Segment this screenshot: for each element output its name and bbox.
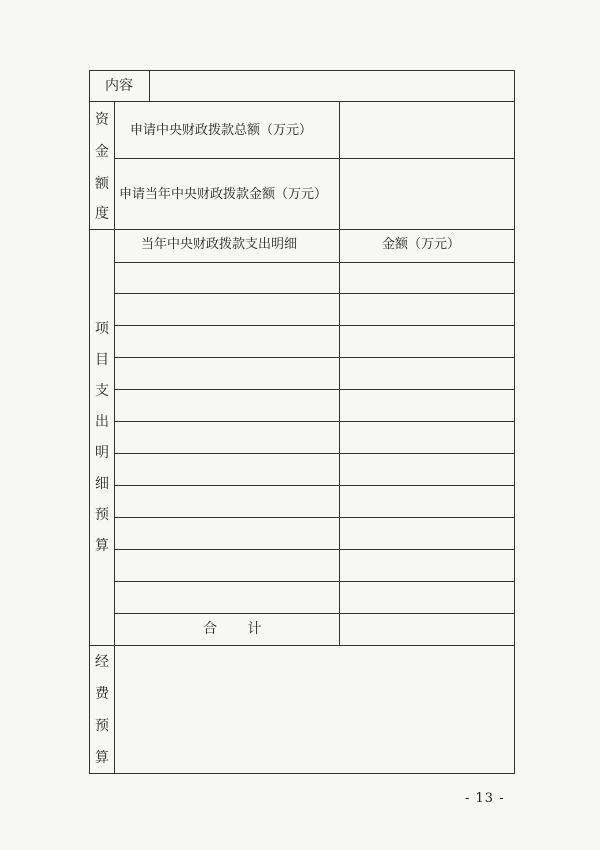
row-rule-detail: [114, 453, 515, 454]
current-year-appropriation-input[interactable]: [340, 159, 514, 229]
detail-section-char: 明: [95, 445, 109, 461]
detail-section-char: 出: [95, 414, 109, 430]
amount-column-header: 金额（万元）: [382, 237, 461, 252]
detail-section-char: 支: [95, 383, 109, 399]
content-input[interactable]: [150, 71, 514, 101]
total-appropriation-label: 申请中央财政拨款总额（万元）: [130, 123, 313, 138]
funds-section-char: 金: [95, 144, 109, 160]
content-label: 内容: [105, 78, 133, 94]
row-rule-detail: [114, 581, 515, 582]
col-rule-label: [114, 101, 115, 645]
row-rule-detail: [114, 549, 515, 550]
row-rule-detail-head: [114, 262, 515, 263]
funds-section-char: 度: [95, 206, 109, 222]
row-rule-detail: [114, 389, 515, 390]
current-year-appropriation-label: 申请当年中央财政拨款金额（万元）: [119, 187, 328, 202]
funds-section-char: 额: [95, 176, 109, 192]
detail-section-char: 目: [95, 352, 109, 368]
row-rule-detail: [114, 325, 515, 326]
row-rule-detail: [114, 357, 515, 358]
row-rule-detail: [114, 485, 515, 486]
detail-column-header: 当年中央财政拨款支出明细: [141, 237, 298, 252]
row-rule-detail: [114, 293, 515, 294]
detail-section-char: 细: [95, 476, 109, 492]
budget-section-char: 经: [95, 654, 109, 670]
row-rule-detail: [114, 421, 515, 422]
budget-section-char: 预: [95, 718, 109, 734]
row-rule-detail: [114, 517, 515, 518]
budget-section-char: 算: [95, 750, 109, 766]
budget-section-char: 费: [95, 686, 109, 702]
page-number: - 13 -: [465, 791, 505, 806]
total-row-label: 合 计: [203, 621, 262, 637]
detail-section-char: 算: [95, 538, 109, 554]
detail-section-char: 项: [95, 321, 109, 337]
total-amount-input[interactable]: [340, 614, 514, 645]
total-appropriation-input[interactable]: [340, 102, 514, 158]
row-rule-funds-end: [89, 229, 515, 230]
detail-section-char: 预: [95, 507, 109, 523]
budget-text-area[interactable]: [115, 646, 514, 773]
funds-section-char: 资: [95, 112, 109, 128]
